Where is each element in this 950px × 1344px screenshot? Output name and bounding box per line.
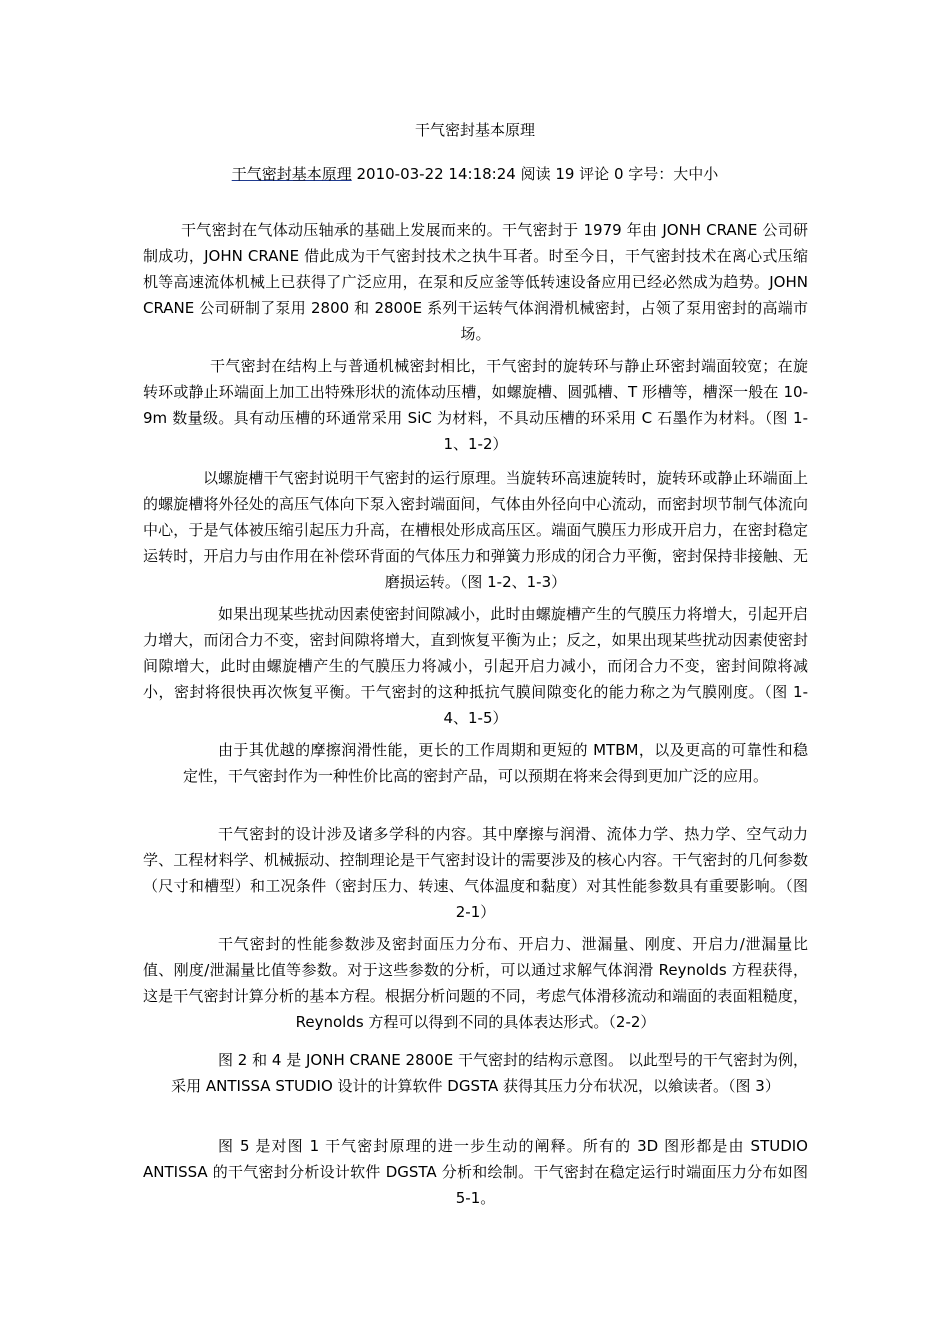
paragraph-4: 如果出现某些扰动因素使密封间隙减小，此时由螺旋槽产生的气膜压力将增大，引起开启力增大，而闭合力不变，密封间隙将增大，直到恢复平衡为止；反之，如果出现某些扰动因素使密封间隙增大，此时由螺旋槽产生的气膜压力将减小，引起开启力减小，而闭合力不变，密封间隙将减小，密封将很快再次恢复平衡。干气密封的这种抵抗气膜间隙变化的能力称之为气膜刚度。（图 1-4、1-5） xyxy=(143,605,808,727)
paragraph-1: 干气密封在气体动压轴承的基础上发展而来的。干气密封于 1979 年由 JONH CRANE 公司研制成功，JOHN CRANE 借此成为干气密封技术之执牛耳者。时至今日，干气密封技术在离心式压缩机等高速流体机械上已获得了广泛应用，在泵和反应釜等低转速设备应用已经必然成为趋势。JOHN CRANE 公司研制了泵用 2800 和 2800E 系列干运转气体润滑机械密封，占领了泵用密封的高端市场。 xyxy=(143,221,808,343)
paragraph-7: 干气密封的性能参数涉及密封面压力分布、开启力、泄漏量、刚度、开启力/泄漏量比值、刚度/泄漏量比值等参数。对于这些参数的分析，可以通过求解气体润滑 Reynolds 方程获得，这是干气密封计算分析的基本方程。根据分析问题的不同，考虑气体滑移流动和端面的表面粗糙度，Reynolds 方程可以得到不同的具体表达形式。（2-2） xyxy=(143,935,808,1031)
paragraph-6: 干气密封的设计涉及诸多学科的内容。其中摩擦与润滑、流体力学、热力学、空气动力学、工程材料学、机械振动、控制理论是干气密封设计的需要涉及的核心内容。干气密封的几何参数（尺寸和槽型）和工况条件（密封压力、转速、气体温度和黏度）对其性能参数具有重要影响。（图 2-1） xyxy=(143,825,808,921)
paragraph-8: 图 2 和 4 是 JONH CRANE 2800E 干气密封的结构示意图。 以此型号的干气密封为例，采用 ANTISSA STUDIO 设计的计算软件 DGSTA 获得其压力分布状况，以飨读者。（图 3） xyxy=(171,1051,808,1095)
post-meta-details: 2010-03-22 14:18:24 阅读 19 评论 0 字号：大中小 xyxy=(351,165,719,183)
paragraph-5: 由于其优越的摩擦润滑性能，更长的工作周期和更短的 MTBM，以及更高的可靠性和稳定性，干气密封作为一种性价比高的密封产品，可以预期在将来会得到更加广泛的应用。 xyxy=(182,741,808,785)
document-title: 干气密封基本原理 xyxy=(414,121,535,139)
post-title-link[interactable]: 干气密封基本原理 xyxy=(231,165,352,183)
paragraph-9: 图 5 是对图 1 干气密封原理的进一步生动的阐释。所有的 3D 图形都是由 STUDIO ANTISSA 的干气密封分析设计软件 DGSTA 分析和绘制。干气密封在稳定运行时端面压力分布如图 5-1。 xyxy=(143,1137,808,1207)
paragraph-3: 以螺旋槽干气密封说明干气密封的运行原理。当旋转环高速旋转时，旋转环或静止环端面上的螺旋槽将外径处的高压气体向下泵入密封端面间，气体由外径向中心流动，而密封坝节制气体流向中心，于是气体被压缩引起压力升高，在槽根处形成高压区。端面气膜压力形成开启力，在密封稳定运转时，开启力与由作用在补偿环背面的气体压力和弹簧力形成的闭合力平衡，密封保持非接触、无磨损运转。（图 1-2、1-3） xyxy=(143,469,808,591)
post-meta-line xyxy=(0,162,950,186)
paragraph-2: 干气密封在结构上与普通机械密封相比，干气密封的旋转环与静止环密封端面较宽；在旋转环或静止环端面上加工出特殊形状的流体动压槽，如螺旋槽、圆弧槽、T 形槽等，槽深一般在 10-9m 数量级。具有动压槽的环通常采用 SiC 为材料，不具动压槽的环采用 C 石墨作为材料。（图 1-1、1-2） xyxy=(143,357,808,453)
